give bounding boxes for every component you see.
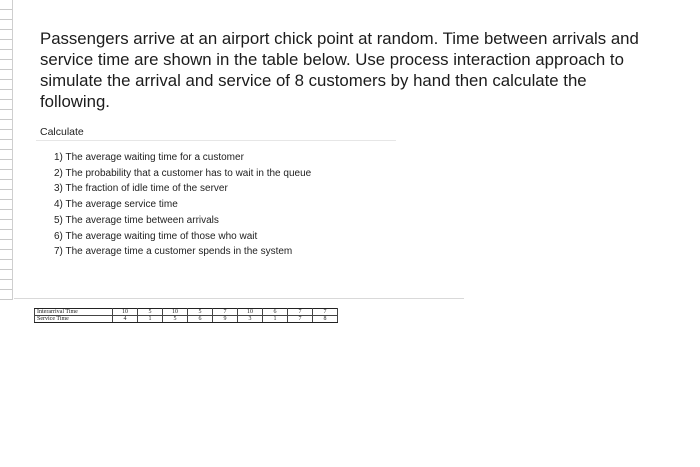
list-item: 7) The average time a customer spends in the system (54, 246, 293, 258)
question-text: Passengers arrive at an airport chick point at random. Time between arrivals and service time are shown in the table below. Use process interaction approach to simulate the arrival and service of 8 customers by hand then calculate the following. (40, 29, 639, 111)
divider (36, 140, 396, 141)
calculation-list (54, 150, 311, 260)
table-cell: 7 (288, 316, 313, 323)
list-item: 6) The average waiting time of those who wait (54, 230, 258, 242)
table-cell: 10 (163, 309, 188, 316)
table-cell: 1 (138, 316, 163, 323)
divider (14, 298, 464, 299)
table-cell: 10 (238, 309, 263, 316)
table-cell: 6 (188, 316, 213, 323)
table-cell: 7 (288, 309, 313, 316)
list-item: 3) The fraction of idle time of the server (54, 183, 228, 195)
table-cell: 7 (313, 309, 338, 316)
list-item: 4) The average service time (54, 199, 178, 211)
list-item: 1) The average waiting time for a customer (54, 152, 244, 163)
row-label: Service Time (35, 316, 113, 323)
list-item: 2) The probability that a customer has to wait in the queue (54, 167, 312, 179)
list-item: 5) The average time between arrivals (54, 214, 219, 226)
table-cell: 9 (213, 316, 238, 323)
table-cell: 6 (263, 309, 288, 316)
table-cell: 5 (188, 309, 213, 316)
margin-ruler (0, 0, 13, 300)
time-table (34, 308, 338, 323)
table-row (35, 316, 338, 323)
table-cell: 4 (113, 316, 138, 323)
table-cell: 3 (238, 316, 263, 323)
table-cell: 10 (113, 309, 138, 316)
table-cell: 5 (163, 316, 188, 323)
table-cell: 7 (213, 309, 238, 316)
row-label: Interarrival Time (35, 309, 113, 316)
table-cell: 8 (313, 316, 338, 323)
table-row (35, 309, 338, 316)
table-cell: 1 (263, 316, 288, 323)
calculate-heading: Calculate (40, 126, 84, 138)
table-cell: 5 (138, 309, 163, 316)
